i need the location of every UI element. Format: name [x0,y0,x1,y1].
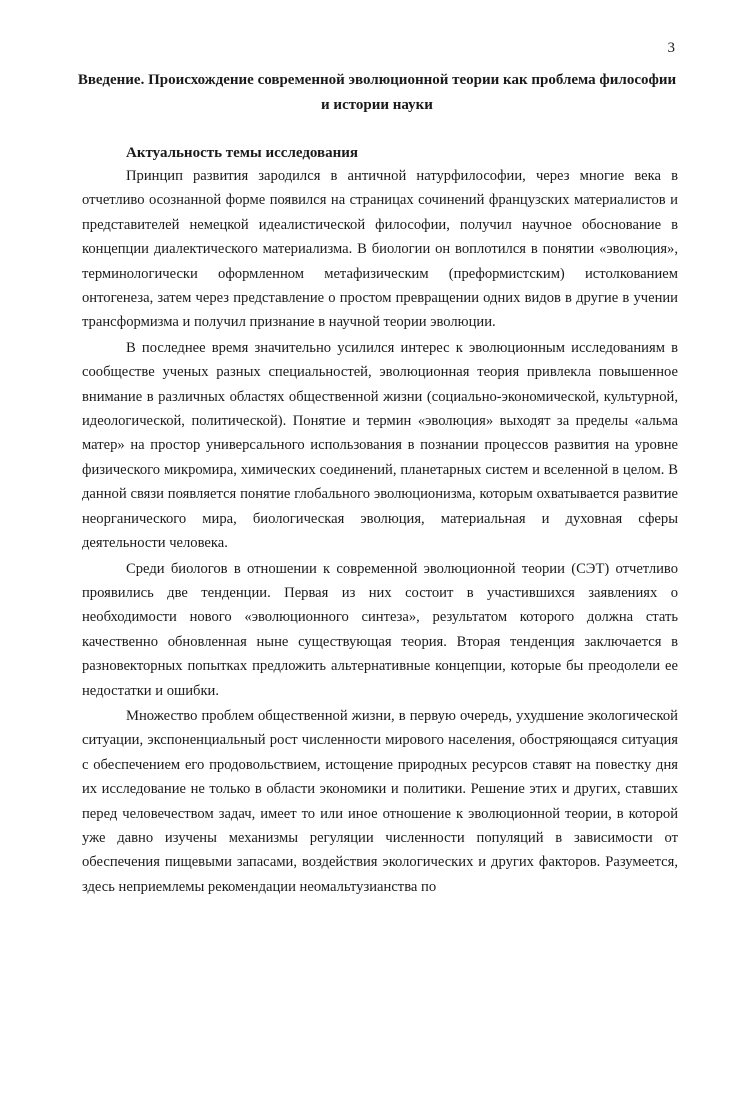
paragraph-3: Среди биологов в отношении к современной эволюционной теории (СЭТ) отчетливо проявились две тенденции. Первая из них состоит в участившихся заявлениях о необходимости нового «эволюционного синтеза», результатом которого должна стать качественно обновленная ныне существующая теория. Вторая тенденция заключается в разновекторных попытках предложить альтернативные концепции, которые бы преодолели ее недостатки и ошибки. [82,560,678,699]
paragraph-4: Множество проблем общественной жизни, в первую очередь, ухудшение экологической ситуации, экспоненциальный рост численности мирового населения, обостряющаяся ситуация с обеспечением его продовольствием, истощение природных ресурсов ставят на повестку дня их исследование не только в области экономики и политики. Решение этих и других, ставших перед человечеством задач, имеет то или иное отношение к эволюционной теории, в которой уже давно изучены механизмы регуляции численности популяций в зависимости от обеспечения пищевыми запасами, воздействия экологических и других факторов. Разумеется, здесь неприемлемы рекомендации неомальтузианства по [82,707,678,895]
page-title: Введение. Происхождение современной эволюционной теории как проблема философии и истории науки [77,72,677,113]
paragraph-2: В последнее время значительно усилился интерес к эволюционным исследованиям в сообществе ученых разных специальностей, эволюционная теория привлекла повышенное внимание в различных областях общественной жизни (социально-экономической, культурной, идеологической, политической). Понятие и термин «эволюция» выходят за пределы «альма матер» на простор универсального использования в познании процессов развития на уровне физического микромира, химических соединений, планетарных систем и вселенной в целом. В данной связи появляется понятие глобального эволюционизма, которым охватывается развитие неорганического мира, биологическая эволюция, материальная и духовная сферы деятельности человека. [82,339,678,552]
paragraph-1: Принцип развития зародился в античной натурфилософии, через многие века в отчетливо осознанной форме появился на страницах сочинений французских материалистов и представителей немецкой идеалистической философии, получил научное обоснование в концепции диалектического материализма. В биологии он воплотился в понятии «эволюция», терминологически оформленном метафизическим (преформистским) истолкованием онтогенеза, затем через представление о простом превращении одних видов в другие в учении трансформизма и получил признание в научной теории эволюции. [82,168,678,331]
page-number: 3 [667,40,675,56]
section-heading: Актуальность темы исследования [126,145,359,161]
document-body [82,142,678,900]
